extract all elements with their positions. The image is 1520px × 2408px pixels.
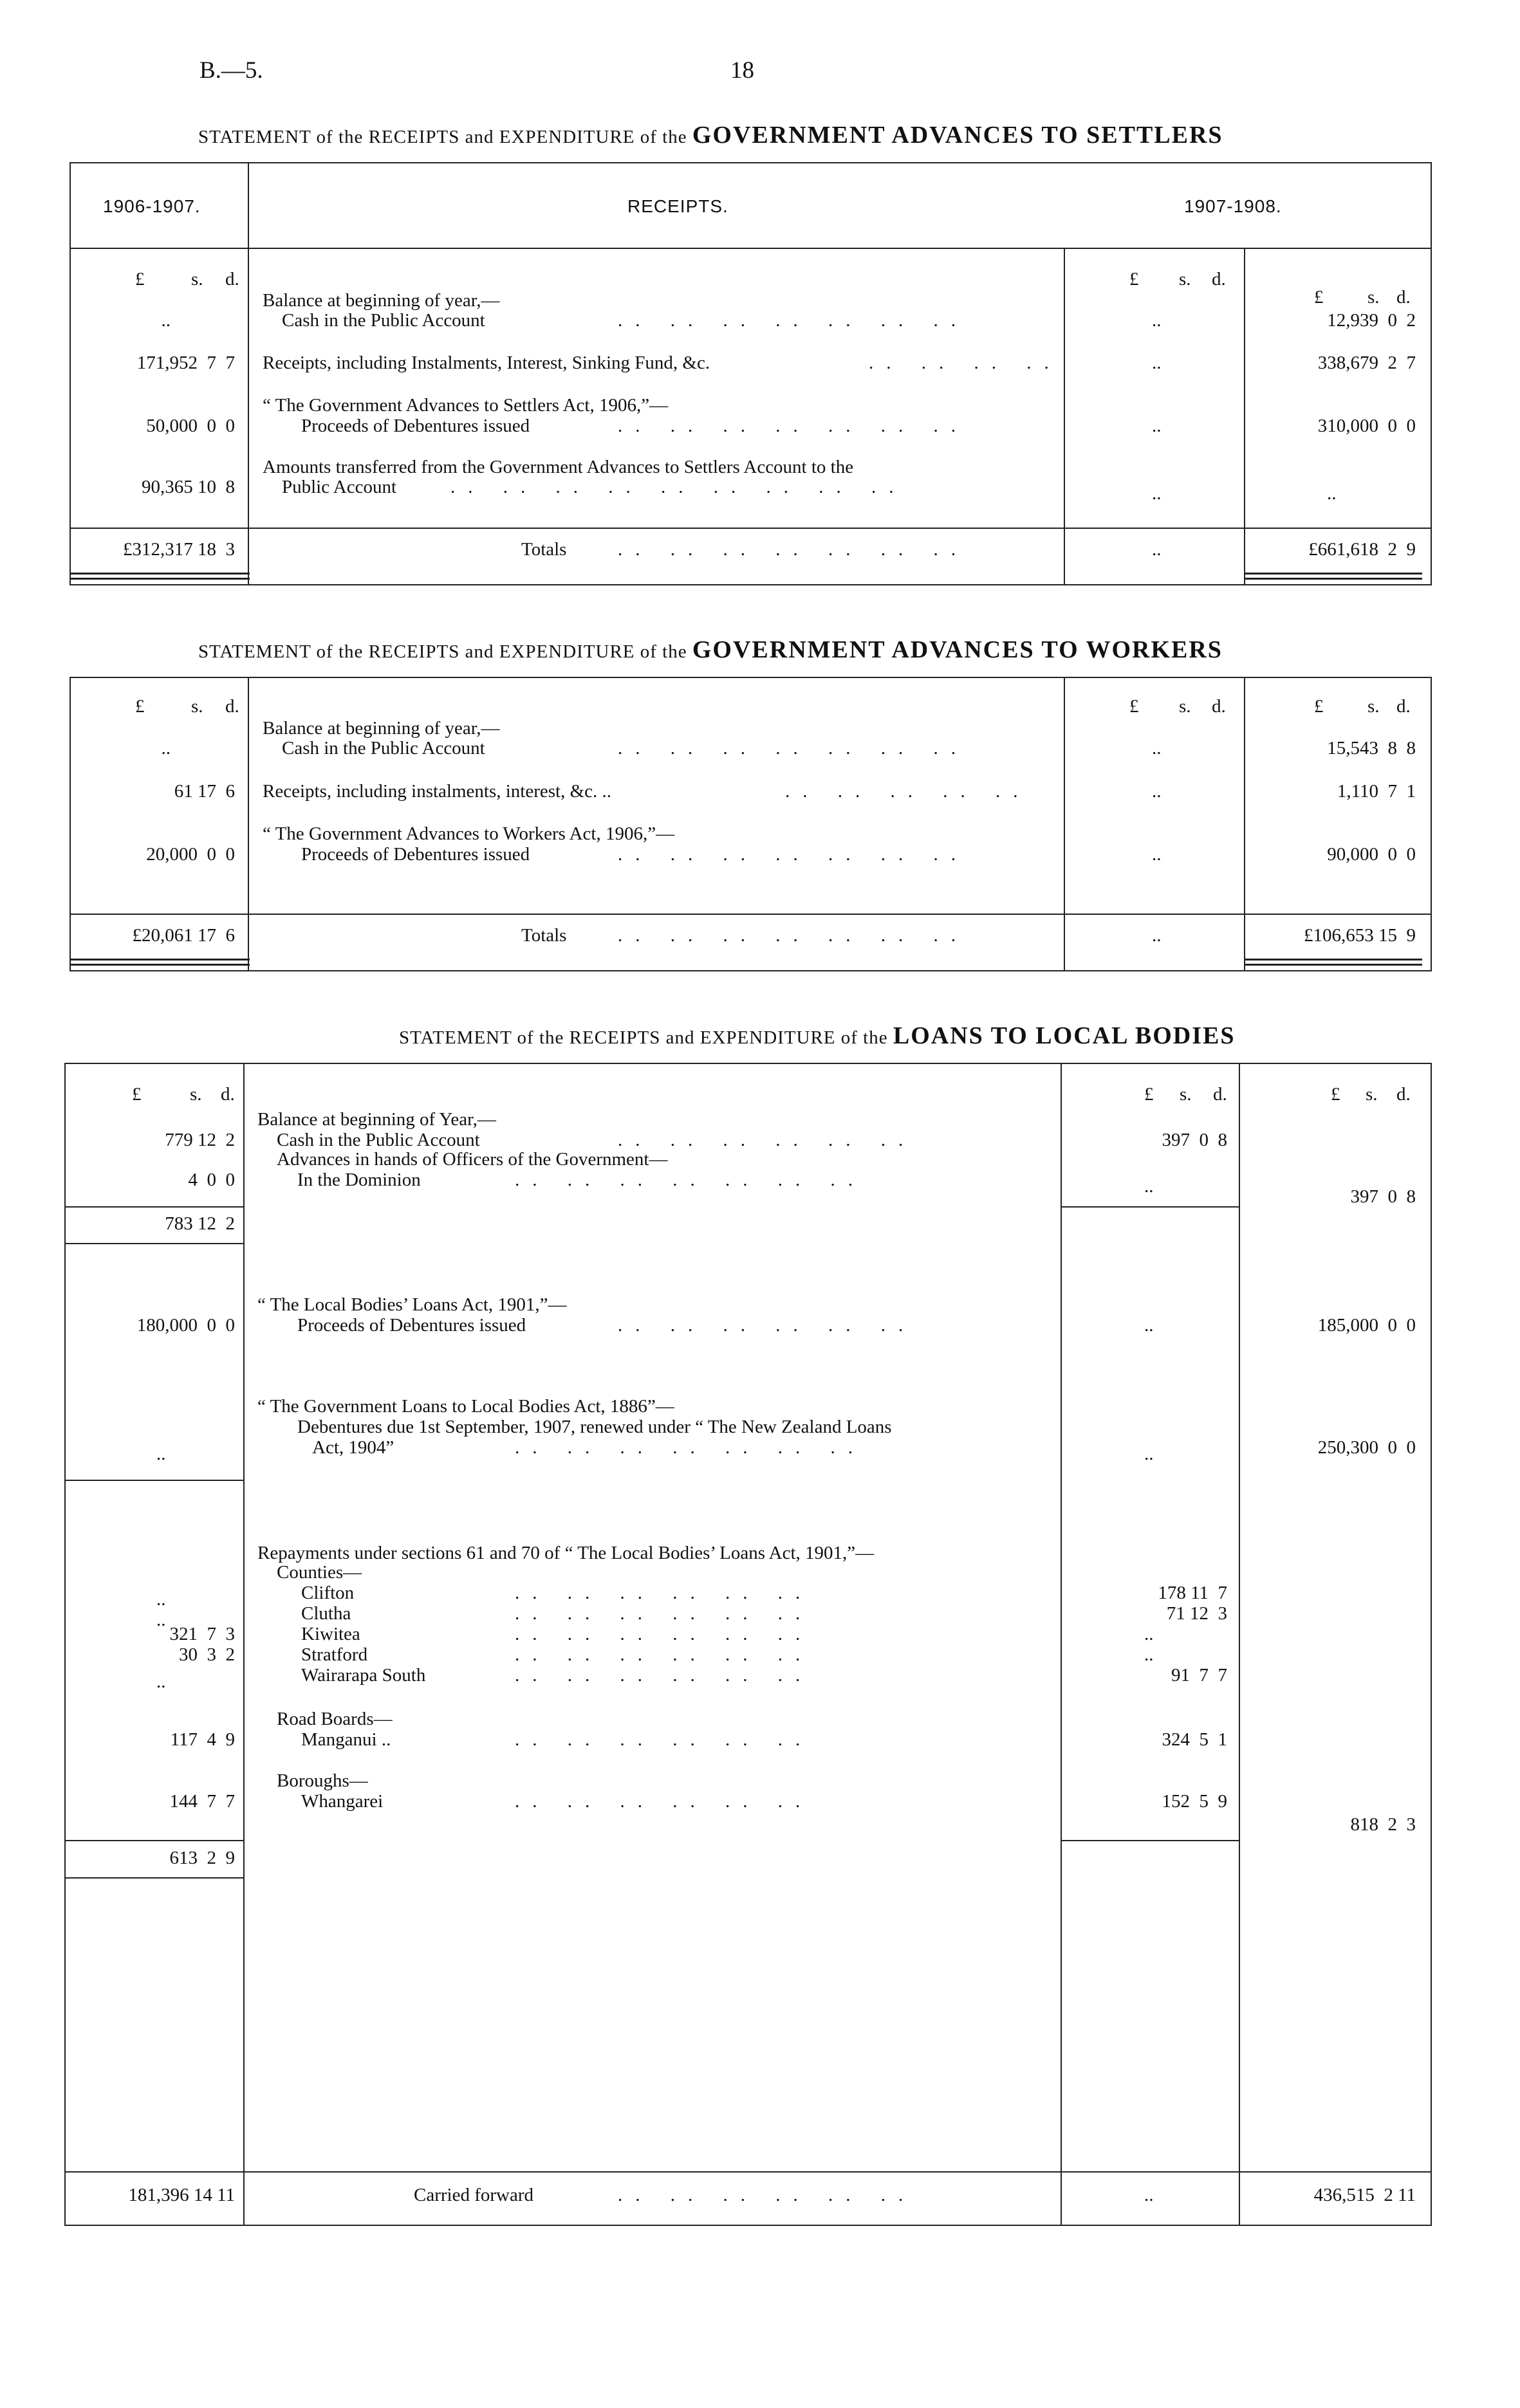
s3-balance: Balance at beginning of Year,— <box>257 1109 496 1130</box>
section1-title-main: GOVERNMENT ADVANCES TO SETTLERS <box>692 122 1223 149</box>
s3-stratford: Stratford <box>301 1644 368 1665</box>
page-ref: B.—5. <box>199 57 263 84</box>
section3-title <box>399 1022 1235 1050</box>
s3-gl-deb: Debentures due 1st September, 1907, renewed under “ The New Zealand Loans <box>297 1417 892 1437</box>
s1-left-proceeds: 50,000 0 0 <box>146 416 235 436</box>
s3-right-repay: 818 2 3 <box>1350 1814 1416 1835</box>
s3-carried: Carried forward <box>414 2185 533 2205</box>
s3-dominion: In the Dominion <box>297 1170 421 1190</box>
s2-right-pound: £ <box>1314 696 1324 717</box>
s3-clutha: Clutha <box>301 1603 351 1624</box>
s2-totals: Totals <box>521 925 567 946</box>
s1-mid-s: s. <box>1179 269 1191 290</box>
s3-mid-lb: .. <box>1144 1315 1154 1336</box>
s3-mid-whangarei: 152 5 9 <box>1162 1791 1227 1812</box>
s3-right-balance: 397 0 8 <box>1350 1186 1416 1207</box>
s1-left-cash: .. <box>161 310 171 331</box>
page-number: 18 <box>730 57 754 84</box>
s1-mid-proceeds: .. <box>1152 416 1162 436</box>
s3-whangarei: Whangarei <box>301 1791 384 1812</box>
s1-right-cash: 12,939 0 2 <box>1327 310 1416 331</box>
s3-left-kiwitea: 321 7 3 <box>169 1624 235 1644</box>
s1-public: Public Account <box>282 477 397 497</box>
s3-counties: Counties— <box>277 1562 362 1583</box>
s1-left-receipts: 171,952 7 7 <box>136 353 235 373</box>
s3-left-manganui: 117 4 9 <box>170 1729 235 1750</box>
s2-mid-receipts: .. <box>1152 781 1162 802</box>
s3-gl-act: “ The Government Loans to Local Bodies Act, 1886”— <box>257 1396 674 1417</box>
s3-mid-clifton: 178 11 7 <box>1158 1583 1227 1603</box>
s2-left-cash: .. <box>161 738 171 758</box>
s1-left-public: 90,365 10 8 <box>142 477 235 497</box>
s3-right-gl: 250,300 0 0 <box>1317 1437 1416 1458</box>
s3-mid-manganui: 324 5 1 <box>1162 1729 1227 1750</box>
s1-right-pound: £ <box>1314 287 1324 308</box>
section2-title-prefix: STATEMENT of the RECEIPTS and EXPENDITURE of the <box>198 641 687 662</box>
s1-right-totals: £661,618 2 9 <box>1308 539 1416 560</box>
s2-proceeds: Proceeds of Debentures issued <box>301 844 530 865</box>
section2-title <box>198 636 1223 664</box>
s1-right-public: .. <box>1327 483 1337 504</box>
s1-left-d: d. <box>225 269 239 290</box>
s3-left-wairarapa: .. <box>156 1671 166 1692</box>
section1-col-receipts: RECEIPTS. <box>627 196 728 216</box>
s2-cash: Cash in the Public Account <box>282 738 485 758</box>
s2-left-proceeds: 20,000 0 0 <box>146 844 235 865</box>
s2-left-pound: £ <box>135 696 145 717</box>
s3-left-lb: 180,000 0 0 <box>136 1315 235 1336</box>
s1-left-totals: £312,317 18 3 <box>123 539 235 560</box>
s3-left-d: d. <box>221 1084 235 1105</box>
s3-mid-dominion: .. <box>1144 1176 1154 1197</box>
s3-mid-cash: 397 0 8 <box>1162 1130 1227 1150</box>
s3-mid-stratford: .. <box>1144 1644 1154 1665</box>
s3-right-s: s. <box>1366 1084 1378 1105</box>
s3-right-carried: 436,515 2 11 <box>1313 2185 1416 2205</box>
section1-title-prefix: STATEMENT of the RECEIPTS and EXPENDITURE of the <box>198 127 687 147</box>
s3-left-stratford: 30 3 2 <box>179 1644 235 1665</box>
s3-clifton: Clifton <box>301 1583 355 1603</box>
s2-right-s: s. <box>1367 696 1380 717</box>
section3-title-prefix: STATEMENT of the RECEIPTS and EXPENDITURE of the <box>399 1027 888 1048</box>
s3-left-gl: .. <box>156 1444 166 1464</box>
s3-left-whangarei: 144 7 7 <box>169 1791 235 1812</box>
s1-cash: Cash in the Public Account <box>282 310 485 331</box>
s2-left-d: d. <box>225 696 239 717</box>
s3-gl-act2: Act, 1904” <box>312 1437 394 1458</box>
s2-right-receipts: 1,110 7 1 <box>1337 781 1416 802</box>
s1-act: “ The Government Advances to Settlers Act, 1906,”— <box>263 395 669 416</box>
s3-kiwitea: Kiwitea <box>301 1624 360 1644</box>
s3-repay: Repayments under sections 61 and 70 of “ The Local Bodies’ Loans Act, 1901,”— <box>257 1543 875 1563</box>
s1-left-pound: £ <box>135 269 145 290</box>
s2-balance: Balance at beginning of year,— <box>263 718 500 739</box>
s3-mid-d: d. <box>1213 1084 1227 1105</box>
s2-right-proceeds: 90,000 0 0 <box>1327 844 1416 865</box>
s2-right-totals: £106,653 15 9 <box>1304 925 1416 946</box>
s3-left-s: s. <box>190 1084 202 1105</box>
section3-title-main: LOANS TO LOCAL BODIES <box>893 1022 1236 1049</box>
s1-right-receipts: 338,679 2 7 <box>1317 353 1416 373</box>
s3-mid-clutha: 71 12 3 <box>1166 1603 1227 1624</box>
s2-receipts: Receipts, including instalments, interest, &c. .. <box>263 781 612 802</box>
s3-lb-proceeds: Proceeds of Debentures issued <box>297 1315 526 1336</box>
s3-right-lb: 185,000 0 0 <box>1317 1315 1416 1336</box>
s3-wairarapa: Wairarapa South <box>301 1665 426 1686</box>
s3-left-carried: 181,396 14 11 <box>128 2185 235 2205</box>
s2-mid-s: s. <box>1179 696 1191 717</box>
s3-left-clutha: .. <box>156 1610 166 1630</box>
s1-right-d: d. <box>1396 287 1411 308</box>
s2-mid-proceeds: .. <box>1152 844 1162 865</box>
s3-boroughs: Boroughs— <box>277 1770 368 1791</box>
s1-right-proceeds: 310,000 0 0 <box>1317 416 1416 436</box>
s1-left-s: s. <box>191 269 203 290</box>
s2-left-receipts: 61 17 6 <box>174 781 235 802</box>
s1-proceeds: Proceeds of Debentures issued <box>301 416 530 436</box>
s1-mid-cash: .. <box>1152 310 1162 331</box>
s2-mid-d: d. <box>1212 696 1226 717</box>
s1-mid-d: d. <box>1212 269 1226 290</box>
s3-mid-gl: .. <box>1144 1444 1154 1464</box>
s2-mid-cash: .. <box>1152 738 1162 758</box>
s1-totals: Totals <box>521 539 567 560</box>
section1-title <box>198 121 1223 149</box>
s1-mid-totals: .. <box>1152 539 1162 560</box>
s3-right-d: d. <box>1396 1084 1411 1105</box>
s3-mid-wairarapa: 91 7 7 <box>1171 1665 1227 1686</box>
s2-left-s: s. <box>191 696 203 717</box>
s2-mid-pound: £ <box>1129 696 1139 717</box>
s2-act: “ The Government Advances to Workers Act, 1906,”— <box>263 823 675 844</box>
s3-mid-s: s. <box>1180 1084 1192 1105</box>
s1-mid-receipts: .. <box>1152 353 1162 373</box>
s3-left-dominion: 4 0 0 <box>188 1170 235 1190</box>
s2-right-d: d. <box>1396 696 1411 717</box>
s3-left-repay-total: 613 2 9 <box>169 1848 235 1868</box>
s3-left-pound: £ <box>132 1084 142 1105</box>
s3-manganui: Manganui .. <box>301 1729 391 1750</box>
s3-mid-carried: .. <box>1144 2185 1154 2205</box>
s2-right-cash: 15,543 8 8 <box>1327 738 1416 758</box>
s1-right-s: s. <box>1367 287 1380 308</box>
s3-left-subtotal: 783 12 2 <box>165 1213 235 1234</box>
s1-mid-public: .. <box>1152 483 1162 504</box>
s3-cash: Cash in the Public Account <box>277 1130 480 1150</box>
s1-transfer: Amounts transferred from the Government Advances to Settlers Account to the <box>263 457 854 477</box>
s1-mid-pound: £ <box>1129 269 1139 290</box>
s2-left-totals: £20,061 17 6 <box>132 925 235 946</box>
s3-right-pound: £ <box>1331 1084 1340 1105</box>
s3-left-clifton: .. <box>156 1589 166 1610</box>
s3-roadboards: Road Boards— <box>277 1709 393 1729</box>
section2-title-main: GOVERNMENT ADVANCES TO WORKERS <box>692 636 1223 663</box>
s2-mid-totals: .. <box>1152 925 1162 946</box>
s3-mid-pound: £ <box>1144 1084 1154 1105</box>
section1-col-left-year: 1906-1907. <box>103 196 201 216</box>
section1-col-right-year: 1907-1908. <box>1184 196 1282 216</box>
s1-balance: Balance at beginning of year,— <box>263 290 500 311</box>
s1-receipts: Receipts, including Instalments, Interest, Sinking Fund, &c. <box>263 353 710 373</box>
s3-left-cash: 779 12 2 <box>165 1130 235 1150</box>
s3-lb-act: “ The Local Bodies’ Loans Act, 1901,”— <box>257 1294 567 1315</box>
s3-advances: Advances in hands of Officers of the Government— <box>277 1149 668 1170</box>
s3-mid-kiwitea: .. <box>1144 1624 1154 1644</box>
